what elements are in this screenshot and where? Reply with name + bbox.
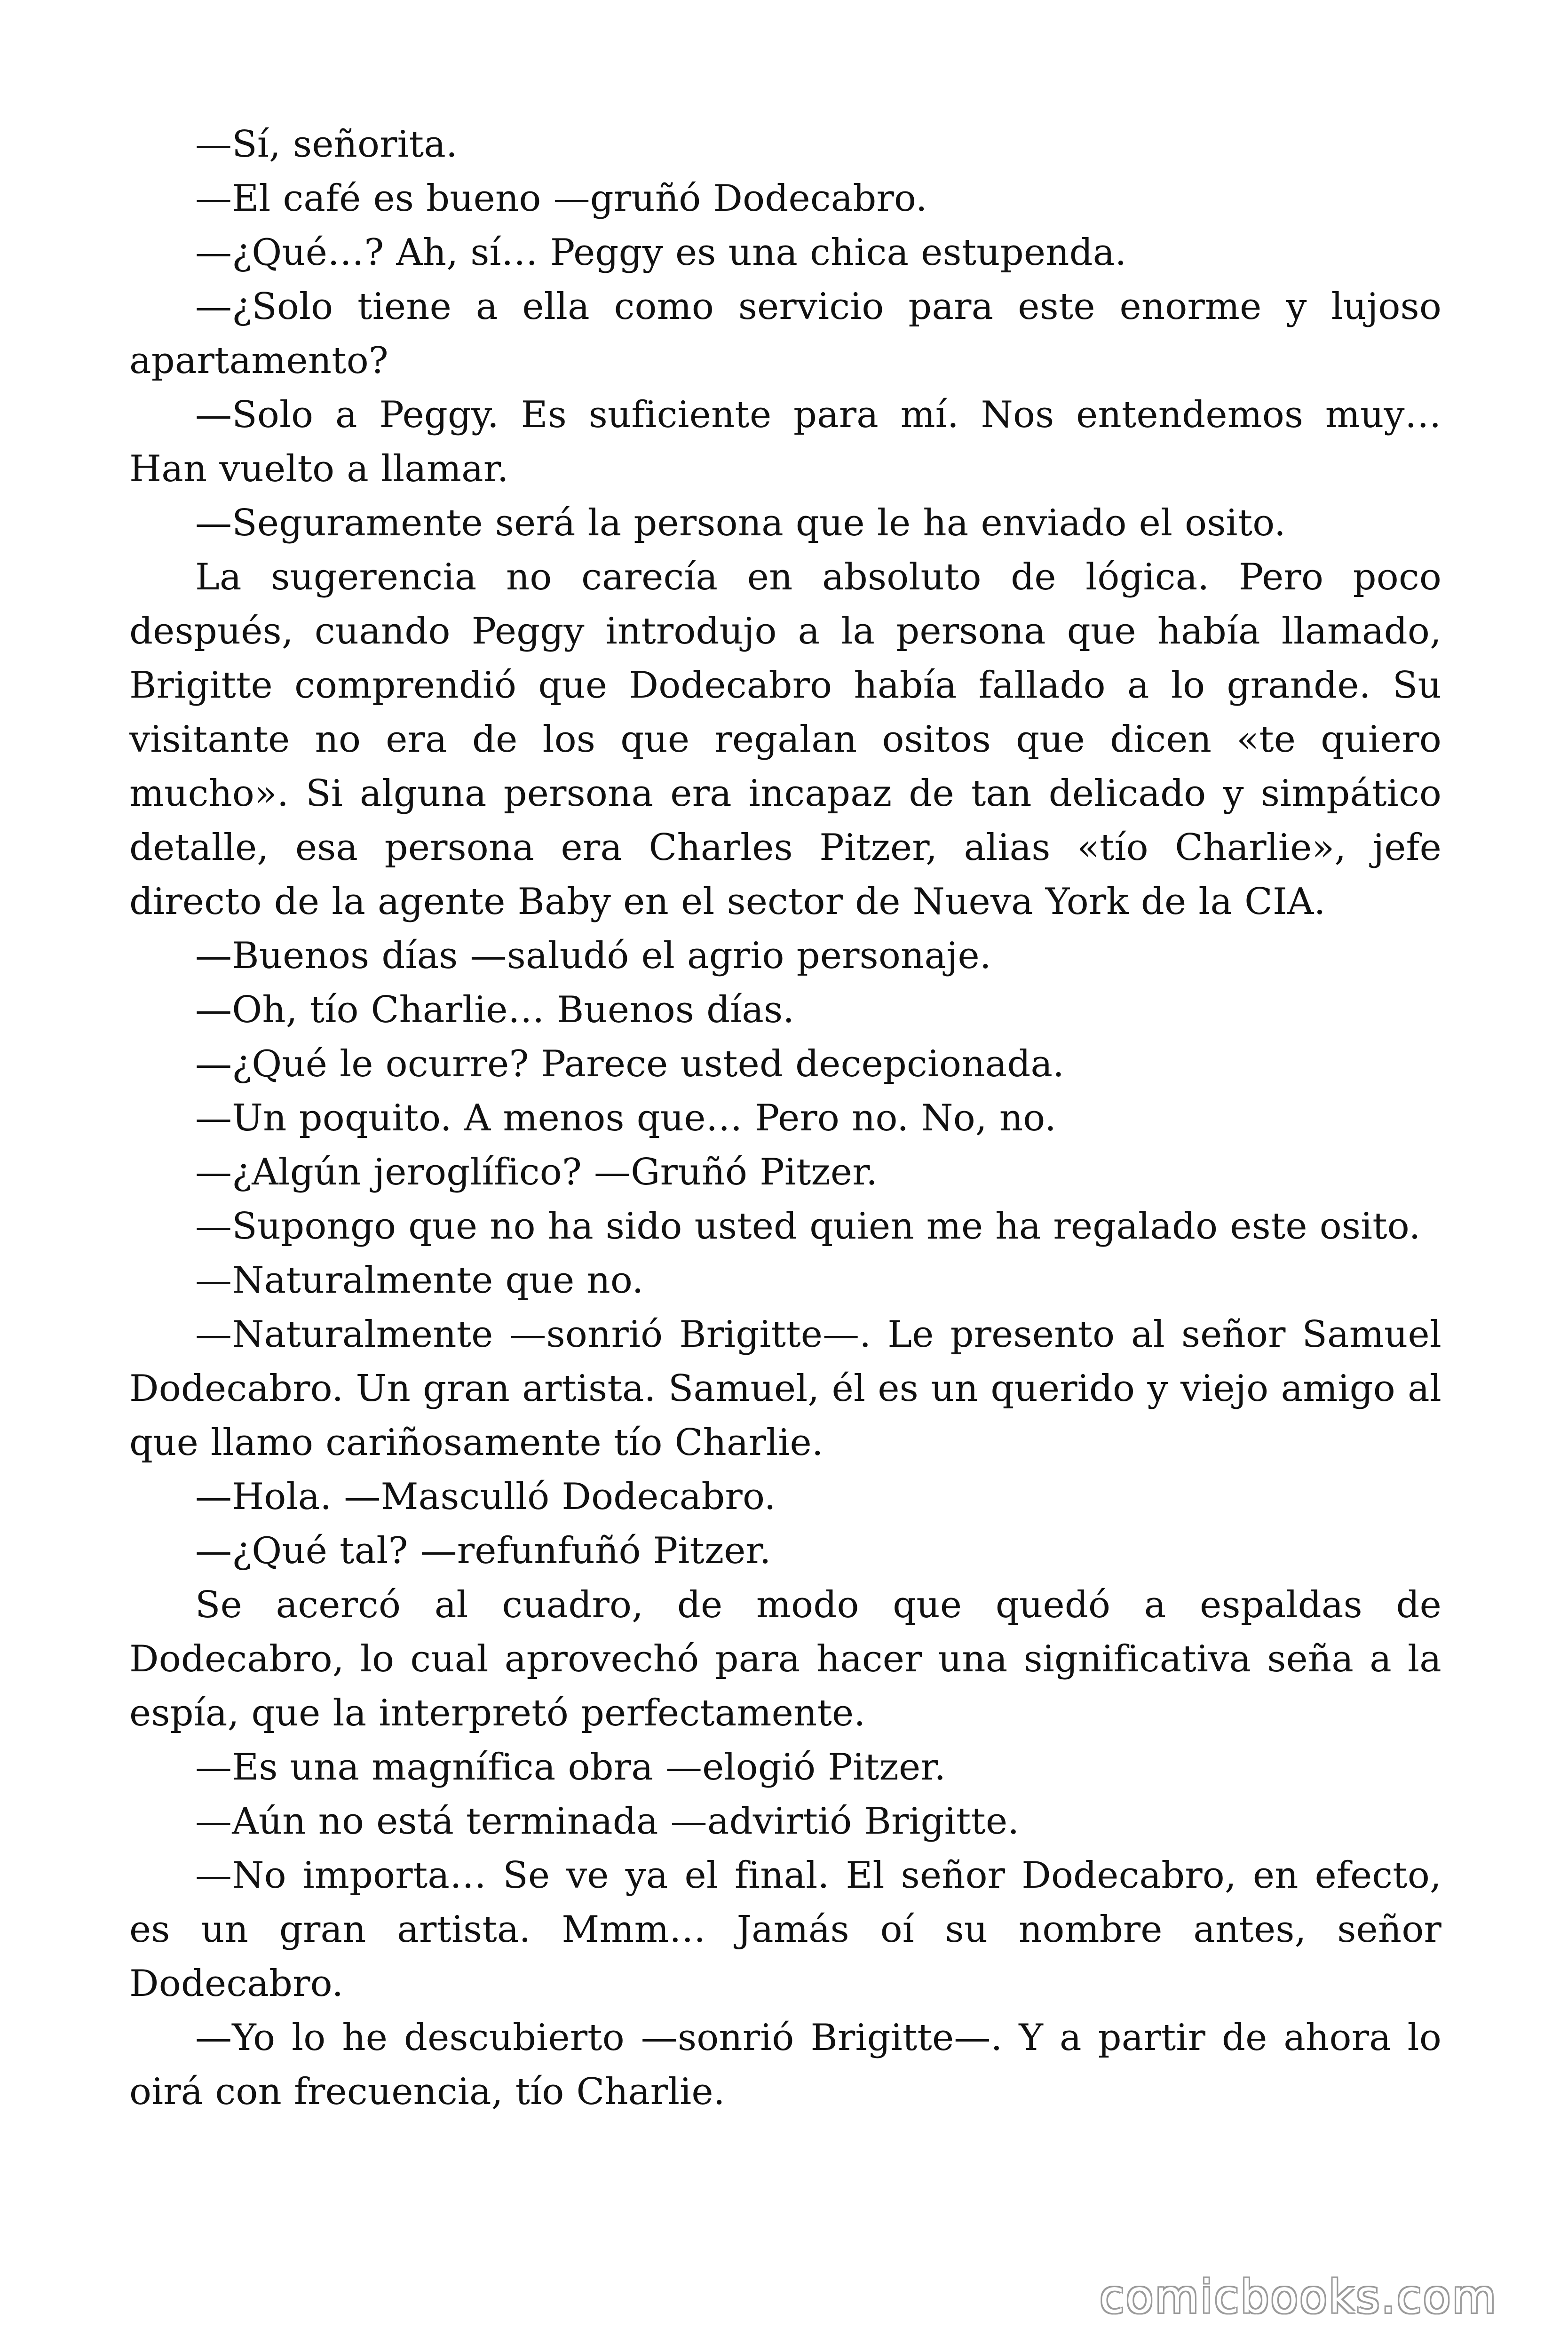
dialogue-paragraph: —¿Qué…? Ah, sí… Peggy es una chica estupenda. <box>195 231 1127 274</box>
dialogue-paragraph: —¿Qué le ocurre? Parece usted decepcionada. <box>195 1043 1065 1085</box>
narrative-paragraph: Se acercó al cuadro, de modo que quedó a espaldas de Dodecabro, lo cual aprovechó para hacer una significativa seña a la espía, que la interpretó perfectamente. <box>129 1584 1441 1734</box>
dialogue-paragraph: —Aún no está terminada —advirtió Brigitte. <box>195 1800 1020 1843</box>
dialogue-paragraph: —Buenos días —saludó el agrio personaje. <box>195 935 991 977</box>
dialogue-paragraph: —Hola. —Masculló Dodecabro. <box>195 1476 776 1518</box>
dialogue-paragraph: —Sí, señorita. <box>195 123 458 166</box>
dialogue-paragraph: —¿Qué tal? —refunfuñó Pitzer. <box>195 1530 771 1572</box>
dialogue-paragraph: —Es una magnífica obra —elogió Pitzer. <box>195 1746 946 1788</box>
dialogue-paragraph: —¿Algún jeroglífico? —Gruñó Pitzer. <box>195 1151 878 1193</box>
dialogue-paragraph: —Naturalmente que no. <box>195 1259 644 1302</box>
dialogue-paragraph: —¿Solo tiene a ella como servicio para este enorme y lujoso apartamento? <box>129 286 1441 382</box>
dialogue-paragraph: —Supongo que no ha sido usted quien me ha regalado este osito. <box>195 1205 1421 1248</box>
page-body <box>129 118 1441 2119</box>
dialogue-paragraph: —Un poquito. A menos que… Pero no. No, no. <box>195 1097 1057 1139</box>
dialogue-paragraph: —Naturalmente —sonrió Brigitte—. Le presento al señor Samuel Dodecabro. Un gran artista. Samuel, él es un querido y viejo amigo al que llamo cariñosamente tío Charlie. <box>129 1313 1441 1464</box>
dialogue-paragraph: —Oh, tío Charlie… Buenos días. <box>195 989 795 1031</box>
narrative-paragraph: La sugerencia no carecía en absoluto de lógica. Pero poco después, cuando Peggy introdujo a la persona que había llamado, Brigitte comprendió que Dodecabro había fallado a lo grande. Su visitante no era de los que regalan ositos que dicen «te quiero mucho». Si alguna persona era incapaz de tan delicado y simpático detalle, esa persona era Charles Pitzer, alias «tío Charlie», jefe directo de la agente Baby en el sector de Nueva York de la CIA. <box>129 556 1441 923</box>
dialogue-paragraph: —Solo a Peggy. Es suficiente para mí. Nos entendemos muy… Han vuelto a llamar. <box>129 394 1441 490</box>
dialogue-paragraph: —Yo lo he descubierto —sonrió Brigitte—. Y a partir de ahora lo oirá con frecuencia, tío Charlie. <box>129 2017 1441 2113</box>
dialogue-paragraph: —El café es bueno —gruñó Dodecabro. <box>195 177 927 220</box>
dialogue-paragraph: —No importa… Se ve ya el final. El señor Dodecabro, en efecto, es un gran artista. Mmm… Jamás oí su nombre antes, señor Dodecabro. <box>129 1854 1441 2005</box>
dialogue-paragraph: —Seguramente será la persona que le ha enviado el osito. <box>195 502 1286 544</box>
watermark-text: comicbooks.com <box>1099 2271 1497 2323</box>
